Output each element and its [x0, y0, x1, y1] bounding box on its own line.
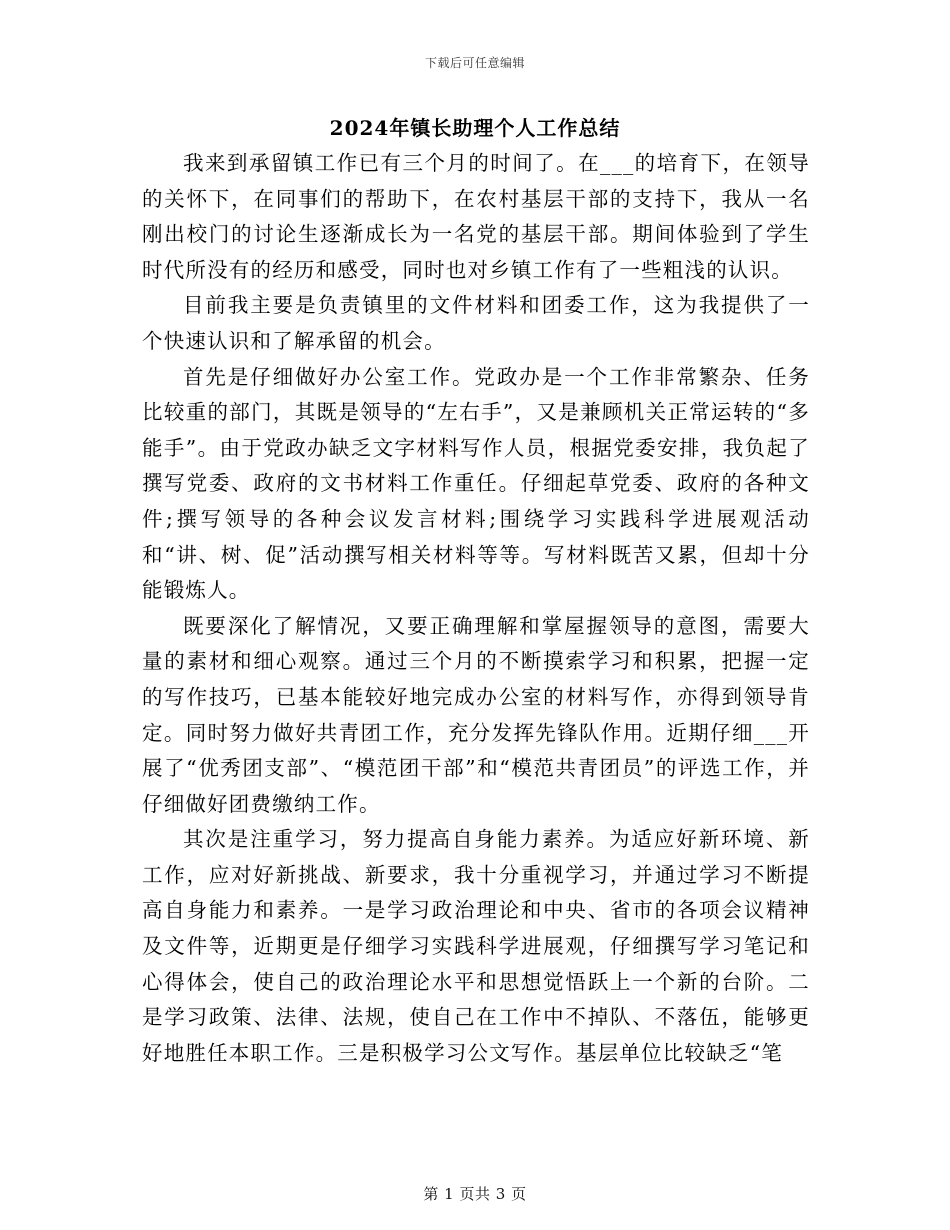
- page-number-footer: 第 1 页共 3 页: [423, 1185, 527, 1203]
- paragraph: 我来到承留镇工作已有三个月的时间了。在___的培育下，在领导的关怀下，在同事们的帮助下，在农村基层干部的支持下，我从一名刚出校门的讨论生逐渐成长为一名党的基层干部。期间体验到了学生时代所没有的经历和感受，同时也对乡镇工作有了一些粗浅的认识。: [142, 151, 810, 282]
- paragraph: 既要深化了解情况，又要正确理解和掌屋握领导的意图，需要大量的素材和细心观察。通过三个月的不断摸索学习和积累，把握一定的写作技巧，已基本能较好地完成办公室的材料写作，亦得到领导肯定。同时努力做好共青团工作，充分发挥先锋队作用。近期仔细___开展了“优秀团支部”、“模范团干部”和“模范共青团员”的评选工作，并仔细做好团费缴纳工作。: [142, 613, 810, 816]
- paragraph: 其次是注重学习，努力提高自身能力素养。为适应好新环境、新工作，应对好新挑战、新要求，我十分重视学习，并通过学习不断提高自身能力和素养。一是学习政治理论和中央、省市的各项会议精神及文件等，近期更是仔细学习实践科学进展观，仔细撰写学习笔记和心得体会，使自己的政治理论水平和思想觉悟跃上一个新的台阶。二是学习政策、法律、法规，使自己在工作中不掉队、不落伍，能够更好地胜任本职工作。三是积极学习公文写作。基层单位比较缺乏“笔: [142, 827, 810, 1065]
- paragraph: 目前我主要是负责镇里的文件材料和团委工作，这为我提供了一个快速认识和了解承留的机会。: [142, 293, 810, 353]
- paragraph: 首先是仔细做好办公室工作。党政办是一个工作非常繁杂、任务比较重的部门，其既是领导的“左右手”，又是兼顾机关正常运转的“多能手”。由于党政办缺乏文字材料写作人员，根据党委安排，我负起了撰写党委、政府的文书材料工作重任。仔细起草党委、政府的各种文件;撰写领导的各种会议发言材料;围绕学习实践科学进展观活动和“讲、树、促”活动撰写相关材料等等。写材料既苦又累，但却十分能锻炼人。: [142, 364, 810, 603]
- document-body: [142, 146, 810, 1071]
- document-title: 2024年镇长助理个人工作总结: [329, 116, 621, 140]
- header-note: 下载后可任意编辑: [424, 56, 525, 70]
